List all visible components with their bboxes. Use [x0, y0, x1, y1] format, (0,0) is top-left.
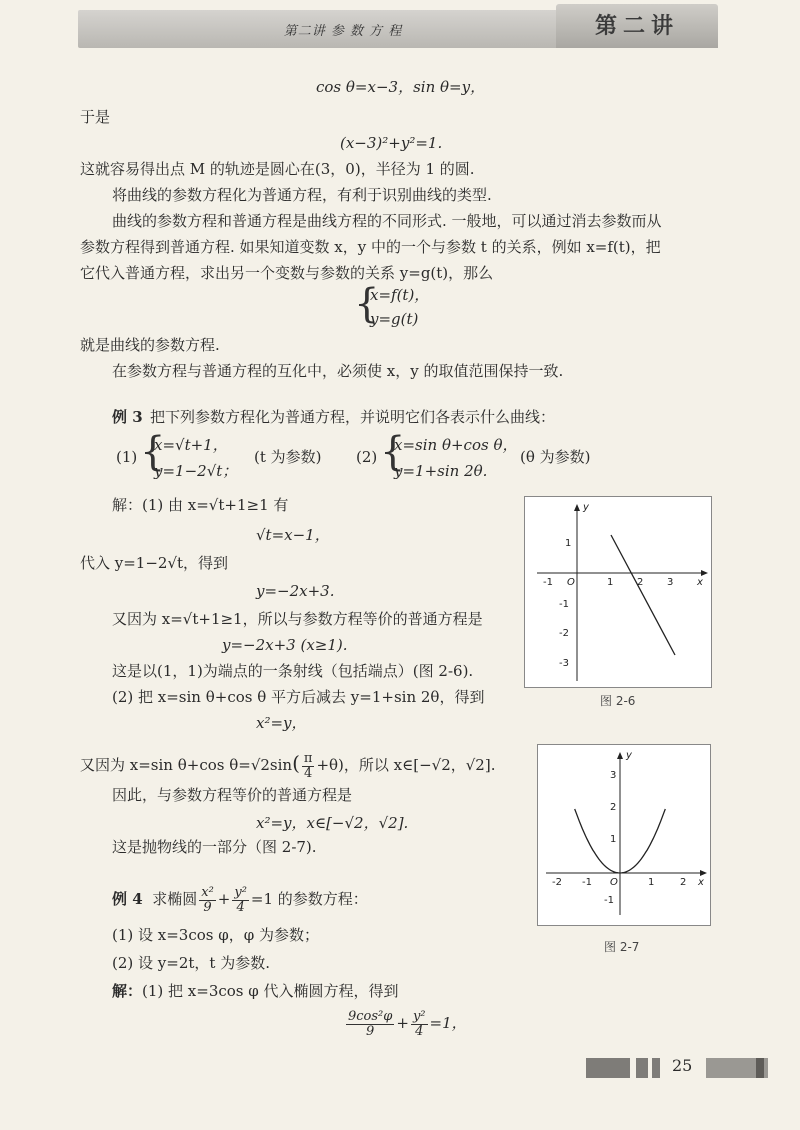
operator: +: [396, 1014, 409, 1032]
text-line: 在参数方程与普通方程的互化中，必须使 x，y 的取值范围保持一致.: [112, 362, 564, 380]
solution-equation: y=−2x+3.: [256, 582, 335, 600]
footer-bar: [636, 1058, 648, 1078]
solution-equation: √t=x−1，: [256, 526, 330, 544]
y-tick: 1: [565, 538, 572, 549]
text-line: 它代入普通方程，求出另一个变数与参数的关系 y=g(t)，那么: [80, 264, 494, 282]
solution-line: 这是抛物线的一部分（图 2-7).: [112, 838, 317, 856]
x-axis-arrow: [701, 570, 708, 576]
footer-bar: [586, 1058, 630, 1078]
solution-line: (2) 把 x=sin θ+cos θ 平方后减去 y=1+sin 2θ，得到: [112, 688, 485, 706]
origin-label: O: [610, 877, 618, 888]
page-number: 25: [672, 1056, 693, 1075]
y-tick: 2: [610, 802, 617, 813]
x-tick: 2: [680, 877, 687, 888]
equation-cos-sin: cos θ=x−3，sin θ=y，: [316, 78, 486, 96]
example-text: 求椭圆: [152, 890, 198, 908]
system-line: y=1+sin 2θ.: [394, 462, 488, 480]
denominator: 4: [236, 899, 245, 915]
text-line: 曲线的参数方程和普通方程是曲线方程的不同形式. 一般地，可以通过消去参数而从: [112, 212, 662, 230]
origin-label: O: [567, 577, 575, 588]
fraction: [302, 752, 315, 781]
solution-equation: y=−2x+3 (x≥1).: [222, 636, 348, 654]
solution-equation: x²=y，x∈[−√2，√2].: [256, 814, 409, 832]
figure-2-7-graph: [538, 745, 710, 925]
fraction: [232, 886, 249, 915]
y-axis-arrow: [574, 504, 580, 511]
solution-text: 又因为 x=sin θ+cos θ=√2sin: [80, 756, 293, 774]
example-4-line: [112, 884, 368, 915]
y-axis-label: y: [583, 502, 589, 513]
y-axis-arrow: [617, 752, 623, 759]
y-tick: -2: [559, 628, 569, 639]
x-axis-label: x: [697, 577, 703, 588]
system-line: x=sin θ+cos θ，: [394, 436, 518, 454]
y-tick: 1: [610, 834, 617, 845]
y-axis-label: y: [626, 750, 632, 761]
y-tick: -1: [559, 599, 569, 610]
question-line: (2) 设 y=2t，t 为参数.: [112, 954, 270, 972]
denominator: 9: [366, 1023, 375, 1039]
chapter-tab: 第二讲: [556, 4, 718, 48]
denominator: 4: [415, 1023, 424, 1039]
fraction: [411, 1010, 428, 1039]
solution-line: 这是以(1，1)为端点的一条射线（包括端点）(图 2-6).: [112, 662, 474, 680]
numerator: π: [303, 750, 313, 766]
solution-text: +θ)，所以 x∈[−√2，√2].: [316, 756, 496, 774]
solution-line: 又因为 x=sin θ+cos θ=√2sin( $\frac{\pi}{4}$ +θ)，所以 x∈[−√2，√2].: [80, 750, 496, 781]
system-line: y=1−2√t；: [154, 462, 238, 480]
y-tick: -3: [559, 658, 569, 669]
numerator: x²: [201, 884, 214, 900]
x-tick: 1: [607, 577, 614, 588]
text-line: 参数方程得到普通方程. 如果知道变数 x，y 中的一个与参数 t 的关系，例如 x=f(t)，把: [80, 238, 661, 256]
question-line: (1) 设 x=3cos φ，φ 为参数；: [112, 926, 320, 944]
x-axis-label: x: [698, 877, 704, 888]
numerator: y²: [412, 1008, 426, 1024]
figure-2-7-caption: 图 2-7: [604, 940, 640, 954]
footer-bar: [756, 1058, 764, 1078]
denominator: 4: [304, 765, 313, 781]
y-tick: -1: [604, 895, 614, 906]
numerator: 9cos²φ: [348, 1008, 393, 1024]
text-line: 这就容易得出点 M 的轨迹是圆心在(3，0)，半径为 1 的圆.: [80, 160, 475, 178]
system-line: x=f(t)，: [370, 286, 430, 304]
part-label: (2): [356, 448, 378, 466]
running-title: 第二讲 参 数 方 程: [283, 24, 403, 39]
denominator: 9: [203, 899, 212, 915]
solution-label: 解：: [112, 982, 143, 1000]
solution-line: 因此，与参数方程等价的普通方程是: [112, 786, 353, 804]
system-line: x=√t+1，: [154, 436, 228, 454]
part-label: (1): [116, 448, 138, 466]
figure-2-6: [524, 496, 712, 688]
numerator: y²: [234, 884, 247, 900]
example-statement: 把下列参数方程化为普通方程，并说明它们各表示什么曲线：: [150, 408, 556, 426]
x-tick: -2: [552, 877, 562, 888]
solution-line: 代入 y=1−2√t，得到: [80, 554, 229, 572]
equation-tail: =1，: [429, 1014, 467, 1032]
solution-line: [112, 980, 399, 1002]
brace: {: [354, 281, 380, 327]
example-text: =1 的参数方程：: [250, 890, 368, 908]
fraction: [346, 1010, 394, 1039]
brace: {: [380, 429, 406, 475]
x-tick: 1: [648, 877, 655, 888]
y-tick: 3: [610, 770, 617, 781]
solution-line: 又因为 x=√t+1≥1，所以与参数方程等价的普通方程是: [112, 610, 483, 628]
ray-line: [611, 535, 675, 655]
solution-line: 解：(1) 由 x=√t+1≥1 有: [112, 496, 289, 514]
solution-equation: x²=y，: [256, 714, 307, 732]
text-line: 将曲线的参数方程化为普通方程，有利于识别曲线的类型.: [112, 186, 492, 204]
system-line: y=g(t): [370, 310, 419, 328]
figure-2-7: [537, 744, 711, 926]
x-tick: -1: [543, 577, 553, 588]
brace: {: [140, 429, 166, 475]
running-header: [78, 4, 718, 50]
solution-text: (1) 把 x=3cos φ 代入椭圆方程，得到: [142, 982, 399, 1000]
example-label: 例 4: [112, 890, 143, 908]
fraction: [199, 886, 216, 915]
figure-2-6-caption: 图 2-6: [600, 694, 636, 708]
x-tick: 3: [667, 577, 674, 588]
equation-circle: (x−3)²+y²=1.: [340, 134, 443, 152]
operator: +: [217, 890, 231, 908]
x-tick: -1: [582, 877, 592, 888]
text-line: 于是: [80, 108, 111, 126]
parameter-note: (t 为参数): [254, 448, 322, 466]
text-line: 就是曲线的参数方程.: [80, 336, 220, 354]
footer-bar: [652, 1058, 660, 1078]
x-tick: 2: [637, 577, 644, 588]
ellipse-substitution: [344, 1008, 467, 1039]
parameter-note: (θ 为参数): [520, 448, 591, 466]
example-label: 例 3: [112, 408, 143, 426]
x-axis-arrow: [700, 870, 707, 876]
figure-2-6-graph: [525, 497, 711, 687]
